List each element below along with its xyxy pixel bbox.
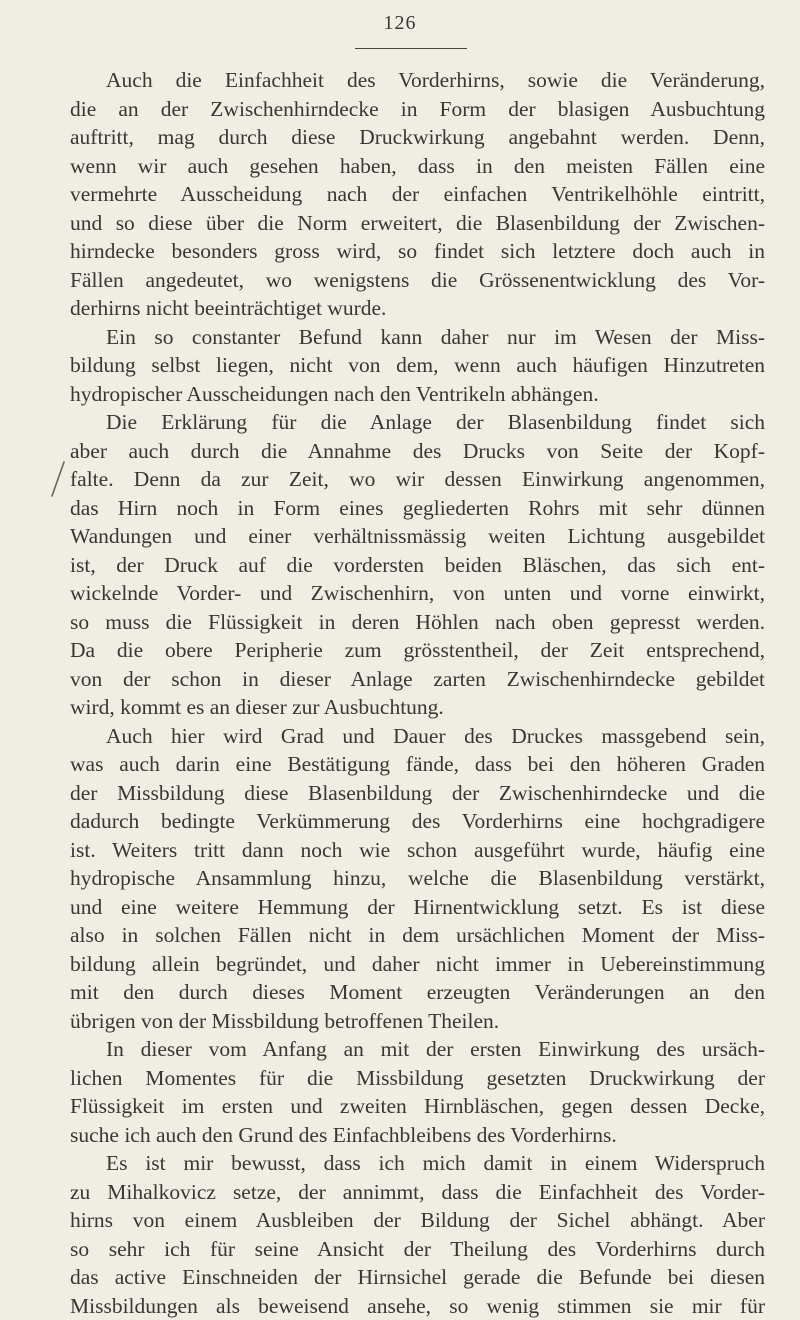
text-line: Auch die Einfachheit des Vorderhirns, sowie die Veränderung, [70, 66, 765, 95]
text-line: mit den durch dieses Moment erzeugten Veränderungen an den [70, 978, 765, 1007]
text-line: bildung allein begründet, und daher nicht immer in Uebereinstimmung [70, 950, 765, 979]
text-line: die an der Zwischenhirndecke in Form der blasigen Ausbuchtung [70, 95, 765, 124]
text-line: und eine weitere Hemmung der Hirnentwicklung setzt. Es ist diese [70, 893, 765, 922]
text-line: wenn wir auch gesehen haben, dass in den meisten Fällen eine [70, 152, 765, 181]
text-line: zu Mihalkovicz setze, der annimmt, dass die Einfachheit des Vorder- [70, 1178, 765, 1207]
text-line: also in solchen Fällen nicht in dem ursächlichen Moment der Miss- [70, 921, 765, 950]
text-line: Es ist mir bewusst, dass ich mich damit in einem Widerspruch [70, 1149, 765, 1178]
text-line: übrigen von der Missbildung betroffenen Theilen. [70, 1007, 765, 1036]
text-line: das Hirn noch in Form eines gegliederten Rohrs mit sehr dünnen [70, 494, 765, 523]
text-line: Ein so constanter Befund kann daher nur im Wesen der Miss- [70, 323, 765, 352]
text-line: Flüssigkeit im ersten und zweiten Hirnbläschen, gegen dessen Decke, [70, 1092, 765, 1121]
text-line: wickelnde Vorder- und Zwischenhirn, von unten und vorne einwirkt, [70, 579, 765, 608]
text-line: der Missbildung diese Blasenbildung der Zwischenhirndecke und die [70, 779, 765, 808]
text-line: vermehrte Ausscheidung nach der einfachen Ventrikelhöhle eintritt, [70, 180, 765, 209]
text-line: Wandungen und einer verhältnissmässig weiten Lichtung ausgebildet [70, 522, 765, 551]
text-line: Missbildungen als beweisend ansehe, so wenig stimmen sie mir für [70, 1292, 765, 1320]
text-line: das active Einschneiden der Hirnsichel gerade die Befunde bei diesen [70, 1263, 765, 1292]
body-text [70, 66, 765, 1320]
text-line: ist, der Druck auf die vordersten beiden Bläschen, das sich ent- [70, 551, 765, 580]
text-line: hirndecke besonders gross wird, so findet sich letztere doch auch in [70, 237, 765, 266]
text-line: auftritt, mag durch diese Druckwirkung angebahnt werden. Denn, [70, 123, 765, 152]
text-line: hydropischer Ausscheidungen nach den Ventrikeln abhängen. [70, 380, 765, 409]
text-line: aber auch durch die Annahme des Drucks von Seite der Kopf- [70, 437, 765, 466]
text-line: wird, kommt es an dieser zur Ausbuchtung. [70, 693, 765, 722]
text-line: so sehr ich für seine Ansicht der Theilung des Vorderhirns durch [70, 1235, 765, 1264]
text-line: falte. Denn da zur Zeit, wo wir dessen Einwirkung angenommen, [70, 465, 765, 494]
text-line: In dieser vom Anfang an mit der ersten Einwirkung des ursäch- [70, 1035, 765, 1064]
text-line: hirns von einem Ausbleiben der Bildung der Sichel abhängt. Aber [70, 1206, 765, 1235]
text-line: ist. Weiters tritt dann noch wie schon ausgeführt wurde, häufig eine [70, 836, 765, 865]
text-line: lichen Momentes für die Missbildung gesetzten Druckwirkung der [70, 1064, 765, 1093]
text-line: suche ich auch den Grund des Einfachbleibens des Vorderhirns. [70, 1121, 765, 1150]
text-line: Die Erklärung für die Anlage der Blasenbildung findet sich [70, 408, 765, 437]
text-line: so muss die Flüssigkeit in deren Höhlen nach oben gepresst werden. [70, 608, 765, 637]
text-line: und so diese über die Norm erweitert, die Blasenbildung der Zwischen- [70, 209, 765, 238]
header-rule [355, 48, 467, 49]
text-line: Da die obere Peripherie zum grösstentheil, der Zeit entsprechend, [70, 636, 765, 665]
text-line: von der schon in dieser Anlage zarten Zwischenhirndecke gebildet [70, 665, 765, 694]
page-number: 126 [0, 12, 800, 35]
text-line: Fällen angedeutet, wo wenigstens die Grössenentwicklung des Vor- [70, 266, 765, 295]
text-line: was auch darin eine Bestätigung fände, dass bei den höheren Graden [70, 750, 765, 779]
text-line: Auch hier wird Grad und Dauer des Druckes massgebend sein, [70, 722, 765, 751]
text-line: derhirns nicht beeinträchtiget wurde. [70, 294, 765, 323]
text-line: hydropische Ansammlung hinzu, welche die Blasenbildung verstärkt, [70, 864, 765, 893]
margin-pencil-mark [48, 459, 68, 499]
text-line: bildung selbst liegen, nicht von dem, wenn auch häufigen Hinzutreten [70, 351, 765, 380]
text-line: dadurch bedingte Verkümmerung des Vorderhirns eine hochgradigere [70, 807, 765, 836]
